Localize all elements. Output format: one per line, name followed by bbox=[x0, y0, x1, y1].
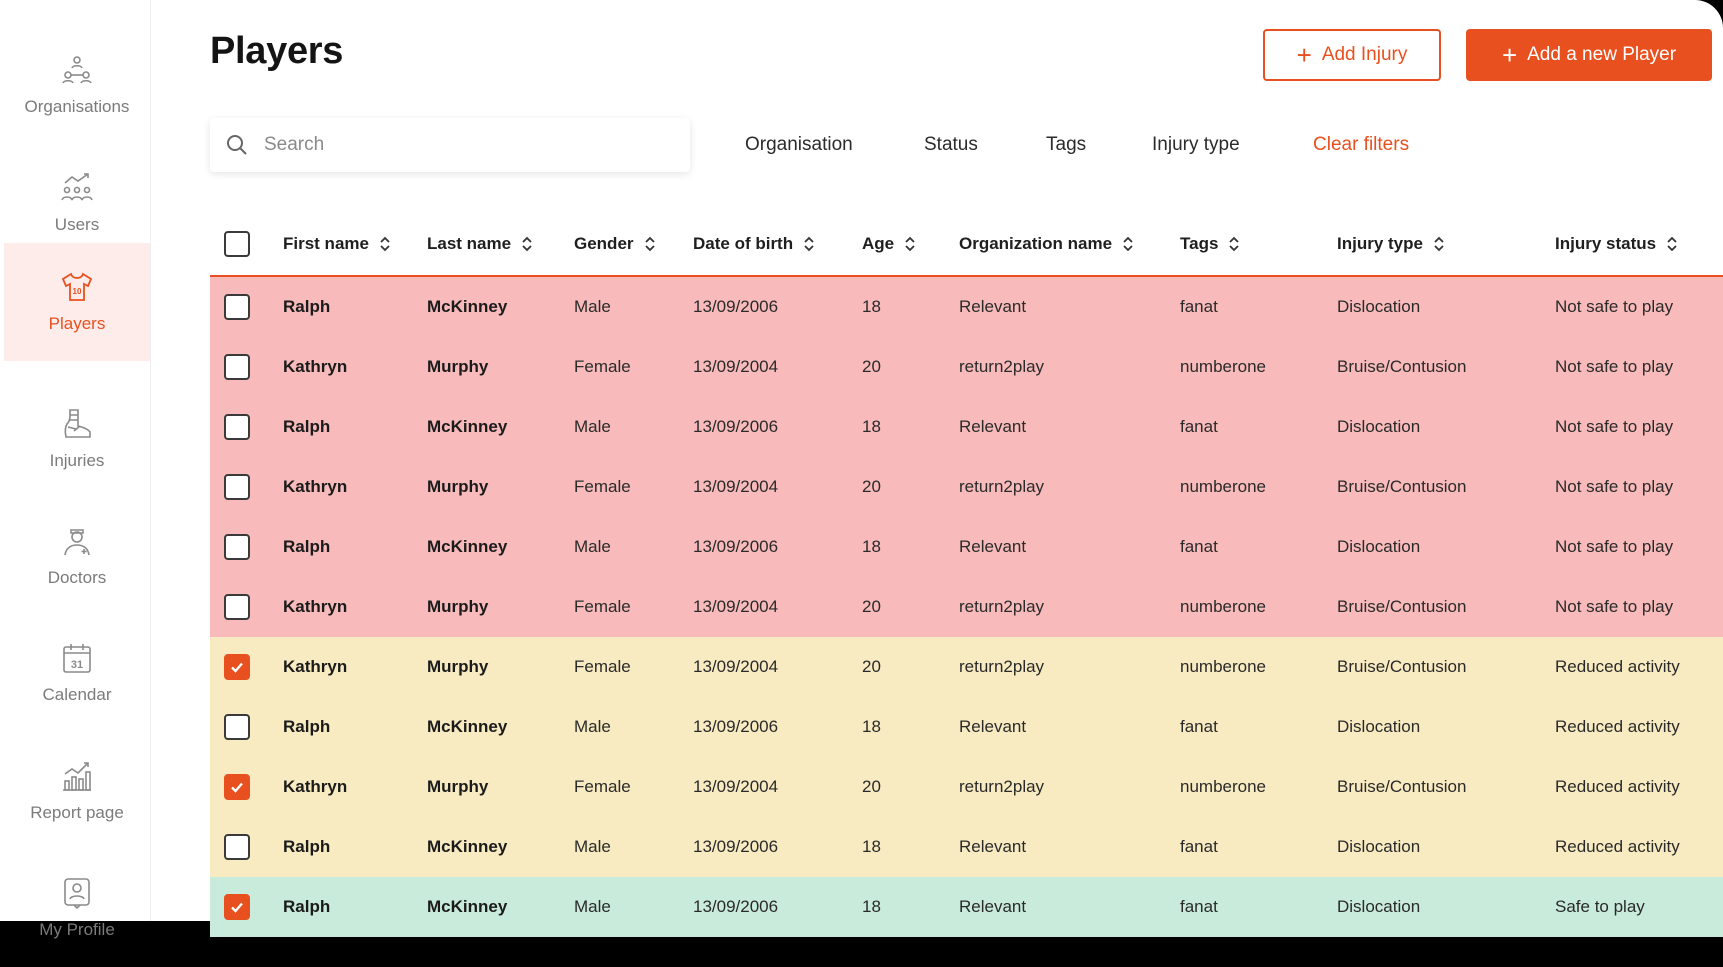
cell-age: 18 bbox=[862, 537, 881, 556]
cell-first: Ralph bbox=[283, 417, 331, 436]
cell-status: Not safe to play bbox=[1555, 537, 1674, 556]
column-header-injury-status[interactable] bbox=[1555, 213, 1678, 275]
cell-status: Reduced activity bbox=[1555, 657, 1680, 676]
column-header-gender[interactable] bbox=[574, 213, 656, 275]
cell-age: 20 bbox=[862, 477, 881, 496]
sort-icon bbox=[1666, 236, 1678, 252]
cell-age: 18 bbox=[862, 417, 881, 436]
cell-dob: 13/09/2004 bbox=[693, 597, 779, 616]
sidebar bbox=[0, 0, 151, 939]
cell-tags: fanat bbox=[1180, 897, 1218, 916]
cell-tags: fanat bbox=[1180, 717, 1218, 736]
cell-tags: numberone bbox=[1180, 657, 1267, 676]
cell-dob: 13/09/2006 bbox=[693, 837, 779, 856]
doctor-icon bbox=[60, 524, 94, 558]
table-header bbox=[210, 213, 1723, 277]
cell-first: Ralph bbox=[283, 837, 331, 856]
row-checkbox[interactable] bbox=[224, 354, 250, 380]
cell-injury: Bruise/Contusion bbox=[1337, 597, 1467, 616]
cell-tags: numberone bbox=[1180, 597, 1267, 616]
column-header-label: Gender bbox=[574, 234, 634, 253]
calendar-day: 31 bbox=[70, 659, 84, 671]
cell-org: Relevant bbox=[959, 537, 1027, 556]
search-box bbox=[210, 118, 690, 172]
column-header-first-name[interactable] bbox=[283, 213, 391, 275]
table-row[interactable] bbox=[210, 517, 1723, 577]
cell-org: return2play bbox=[959, 777, 1045, 796]
add-injury-label: Add Injury bbox=[1321, 44, 1408, 65]
cell-injury: Bruise/Contusion bbox=[1337, 657, 1467, 676]
cell-gender: Female bbox=[574, 597, 631, 616]
column-header-label: Tags bbox=[1180, 234, 1219, 253]
cell-age: 18 bbox=[862, 897, 881, 916]
plus-icon: + bbox=[1501, 40, 1518, 70]
jersey-icon bbox=[60, 270, 94, 304]
cell-first: Kathryn bbox=[283, 477, 348, 496]
sort-icon bbox=[1122, 236, 1134, 252]
select-all-checkbox[interactable] bbox=[224, 231, 250, 257]
cell-tags: fanat bbox=[1180, 537, 1218, 556]
cell-dob: 13/09/2006 bbox=[693, 297, 779, 316]
cell-age: 18 bbox=[862, 717, 881, 736]
cell-injury: Bruise/Contusion bbox=[1337, 477, 1467, 496]
column-header-label: Last name bbox=[427, 234, 512, 253]
cell-age: 20 bbox=[862, 357, 881, 376]
sidebar-item-profile[interactable] bbox=[4, 849, 150, 967]
sidebar-item-doctors[interactable] bbox=[4, 497, 150, 615]
svg-text:10: 10 bbox=[72, 287, 82, 296]
cell-last: McKinney bbox=[427, 897, 508, 916]
cell-first: Ralph bbox=[283, 897, 331, 916]
cell-injury: Bruise/Contusion bbox=[1337, 357, 1467, 376]
cell-org: Relevant bbox=[959, 717, 1027, 736]
cell-gender: Male bbox=[574, 417, 611, 436]
cell-age: 18 bbox=[862, 837, 881, 856]
cell-status: Not safe to play bbox=[1555, 477, 1674, 496]
cell-tags: numberone bbox=[1180, 777, 1267, 796]
cell-status: Not safe to play bbox=[1555, 297, 1674, 316]
cell-gender: Male bbox=[574, 837, 611, 856]
table-row[interactable] bbox=[210, 337, 1723, 397]
sidebar-item-label: Calendar bbox=[42, 685, 112, 704]
cell-last: Murphy bbox=[427, 357, 489, 376]
cell-tags: fanat bbox=[1180, 297, 1218, 316]
cell-gender: Male bbox=[574, 537, 611, 556]
cell-first: Ralph bbox=[283, 297, 331, 316]
calendar-icon bbox=[60, 641, 94, 675]
cell-gender: Male bbox=[574, 717, 611, 736]
cell-last: Murphy bbox=[427, 657, 489, 676]
column-header-last-name[interactable] bbox=[427, 213, 533, 275]
sidebar-item-label: Report page bbox=[30, 803, 124, 822]
row-checkbox[interactable] bbox=[224, 894, 250, 920]
cell-injury: Dislocation bbox=[1337, 837, 1421, 856]
cell-dob: 13/09/2006 bbox=[693, 717, 779, 736]
column-header-injury-type[interactable] bbox=[1337, 213, 1445, 275]
cell-injury: Dislocation bbox=[1337, 417, 1421, 436]
cell-injury: Dislocation bbox=[1337, 897, 1421, 916]
cell-dob: 13/09/2006 bbox=[693, 417, 779, 436]
sort-icon bbox=[521, 236, 533, 252]
column-header-label: Organization name bbox=[959, 234, 1113, 253]
table-row[interactable] bbox=[210, 277, 1723, 337]
sidebar-item-label: My Profile bbox=[39, 920, 115, 939]
sidebar-item-injuries[interactable] bbox=[4, 380, 150, 498]
cell-age: 20 bbox=[862, 597, 881, 616]
search-icon bbox=[226, 134, 248, 156]
sort-icon bbox=[644, 236, 656, 252]
add-new-player-button[interactable] bbox=[1466, 29, 1712, 81]
row-checkbox[interactable] bbox=[224, 834, 250, 860]
players-table bbox=[210, 213, 1723, 937]
table-row[interactable] bbox=[210, 817, 1723, 877]
cell-gender: Female bbox=[574, 657, 631, 676]
cell-last: Murphy bbox=[427, 777, 489, 796]
table-row[interactable] bbox=[210, 757, 1723, 817]
add-injury-button[interactable] bbox=[1263, 29, 1441, 81]
table-row[interactable] bbox=[210, 577, 1723, 637]
cell-age: 20 bbox=[862, 777, 881, 796]
cell-last: McKinney bbox=[427, 837, 508, 856]
filter-tags[interactable]: Tags bbox=[1046, 134, 1087, 155]
column-header-label: First name bbox=[283, 234, 369, 253]
search-input[interactable] bbox=[262, 133, 666, 157]
sort-icon bbox=[1433, 236, 1445, 252]
cell-gender: Female bbox=[574, 477, 631, 496]
cell-gender: Male bbox=[574, 297, 611, 316]
cell-status: Safe to play bbox=[1555, 897, 1645, 916]
cell-org: return2play bbox=[959, 357, 1045, 376]
cell-org: return2play bbox=[959, 657, 1045, 676]
cell-gender: Female bbox=[574, 357, 631, 376]
sidebar-item-report[interactable] bbox=[4, 732, 150, 850]
cell-age: 20 bbox=[862, 657, 881, 676]
cell-org: return2play bbox=[959, 597, 1045, 616]
table-row[interactable] bbox=[210, 457, 1723, 517]
cell-status: Not safe to play bbox=[1555, 357, 1674, 376]
sidebar-item-organisations[interactable] bbox=[4, 26, 150, 144]
cell-dob: 13/09/2004 bbox=[693, 477, 779, 496]
organisations-icon bbox=[60, 53, 94, 87]
row-checkbox[interactable] bbox=[224, 654, 250, 680]
row-checkbox[interactable] bbox=[224, 774, 250, 800]
cell-age: 18 bbox=[862, 297, 881, 316]
sidebar-item-label: Players bbox=[48, 314, 106, 333]
cell-gender: Male bbox=[574, 897, 611, 916]
cell-first: Kathryn bbox=[283, 597, 348, 616]
cell-org: return2play bbox=[959, 477, 1045, 496]
cell-tags: fanat bbox=[1180, 837, 1218, 856]
column-header-age[interactable] bbox=[862, 213, 916, 275]
check-icon bbox=[229, 899, 245, 915]
sidebar-item-label: Organisations bbox=[24, 97, 130, 116]
cell-dob: 13/09/2006 bbox=[693, 537, 779, 556]
cell-injury: Bruise/Contusion bbox=[1337, 777, 1467, 796]
cell-tags: numberone bbox=[1180, 357, 1267, 376]
cell-status: Not safe to play bbox=[1555, 597, 1674, 616]
filter-status[interactable]: Status bbox=[924, 134, 978, 155]
cell-last: McKinney bbox=[427, 537, 508, 556]
column-header-tags[interactable] bbox=[1180, 213, 1240, 275]
row-checkbox[interactable] bbox=[224, 594, 250, 620]
column-header-label: Injury status bbox=[1555, 234, 1657, 253]
sort-icon bbox=[803, 236, 815, 252]
column-header-label: Injury type bbox=[1337, 234, 1423, 253]
clear-filters-link[interactable]: Clear filters bbox=[1313, 134, 1410, 155]
check-icon bbox=[229, 659, 245, 675]
sidebar-item-calendar[interactable] bbox=[4, 614, 150, 732]
column-header-organization-name[interactable] bbox=[959, 213, 1134, 275]
cell-gender: Female bbox=[574, 777, 631, 796]
row-checkbox[interactable] bbox=[224, 474, 250, 500]
sidebar-item-label: Injuries bbox=[49, 451, 105, 470]
row-checkbox[interactable] bbox=[224, 294, 250, 320]
sort-icon bbox=[379, 236, 391, 252]
cell-tags: fanat bbox=[1180, 417, 1218, 436]
cell-last: McKinney bbox=[427, 717, 508, 736]
users-icon bbox=[60, 171, 94, 205]
cell-first: Kathryn bbox=[283, 777, 348, 796]
row-checkbox[interactable] bbox=[224, 534, 250, 560]
cell-dob: 13/09/2004 bbox=[693, 777, 779, 796]
table-row[interactable] bbox=[210, 697, 1723, 757]
plus-icon: + bbox=[1296, 40, 1312, 70]
sort-icon bbox=[1228, 236, 1240, 252]
column-header-label: Age bbox=[862, 234, 895, 253]
sidebar-item-label: Doctors bbox=[47, 568, 107, 587]
cell-last: Murphy bbox=[427, 477, 489, 496]
cell-last: Murphy bbox=[427, 597, 489, 616]
add-new-player-label: Add a new Player bbox=[1527, 44, 1677, 65]
check-icon bbox=[229, 779, 245, 795]
cell-injury: Dislocation bbox=[1337, 297, 1421, 316]
table-row[interactable] bbox=[210, 877, 1723, 937]
cell-status: Reduced activity bbox=[1555, 777, 1680, 796]
bandaged-foot-icon bbox=[60, 407, 94, 441]
cell-org: Relevant bbox=[959, 837, 1027, 856]
cell-first: Kathryn bbox=[283, 357, 348, 376]
cell-dob: 13/09/2004 bbox=[693, 357, 779, 376]
filter-injury-type[interactable]: Injury type bbox=[1152, 134, 1240, 155]
cell-org: Relevant bbox=[959, 417, 1027, 436]
table-row[interactable] bbox=[210, 637, 1723, 697]
cell-last: McKinney bbox=[427, 417, 508, 436]
cell-status: Reduced activity bbox=[1555, 717, 1680, 736]
table-body bbox=[210, 277, 1723, 937]
cell-status: Reduced activity bbox=[1555, 837, 1680, 856]
cell-injury: Dislocation bbox=[1337, 717, 1421, 736]
table-row[interactable] bbox=[210, 397, 1723, 457]
cell-first: Ralph bbox=[283, 537, 331, 556]
page-title: Players bbox=[210, 30, 344, 72]
column-header-label: Date of birth bbox=[693, 234, 794, 253]
column-header-date-of-birth[interactable] bbox=[693, 213, 815, 275]
profile-icon bbox=[60, 876, 94, 910]
cell-org: Relevant bbox=[959, 297, 1027, 316]
cell-last: McKinney bbox=[427, 297, 508, 316]
row-checkbox[interactable] bbox=[224, 714, 250, 740]
cell-injury: Dislocation bbox=[1337, 537, 1421, 556]
report-chart-icon bbox=[60, 759, 94, 793]
cell-org: Relevant bbox=[959, 897, 1027, 916]
sidebar-item-label: Users bbox=[54, 215, 100, 234]
cell-dob: 13/09/2006 bbox=[693, 897, 779, 916]
cell-status: Not safe to play bbox=[1555, 417, 1674, 436]
sidebar-item-players[interactable] bbox=[4, 243, 150, 361]
cell-dob: 13/09/2004 bbox=[693, 657, 779, 676]
cell-first: Kathryn bbox=[283, 657, 348, 676]
filter-organisation[interactable]: Organisation bbox=[745, 134, 853, 155]
cell-first: Ralph bbox=[283, 717, 331, 736]
sort-icon bbox=[904, 236, 916, 252]
cell-tags: numberone bbox=[1180, 477, 1267, 496]
row-checkbox[interactable] bbox=[224, 414, 250, 440]
